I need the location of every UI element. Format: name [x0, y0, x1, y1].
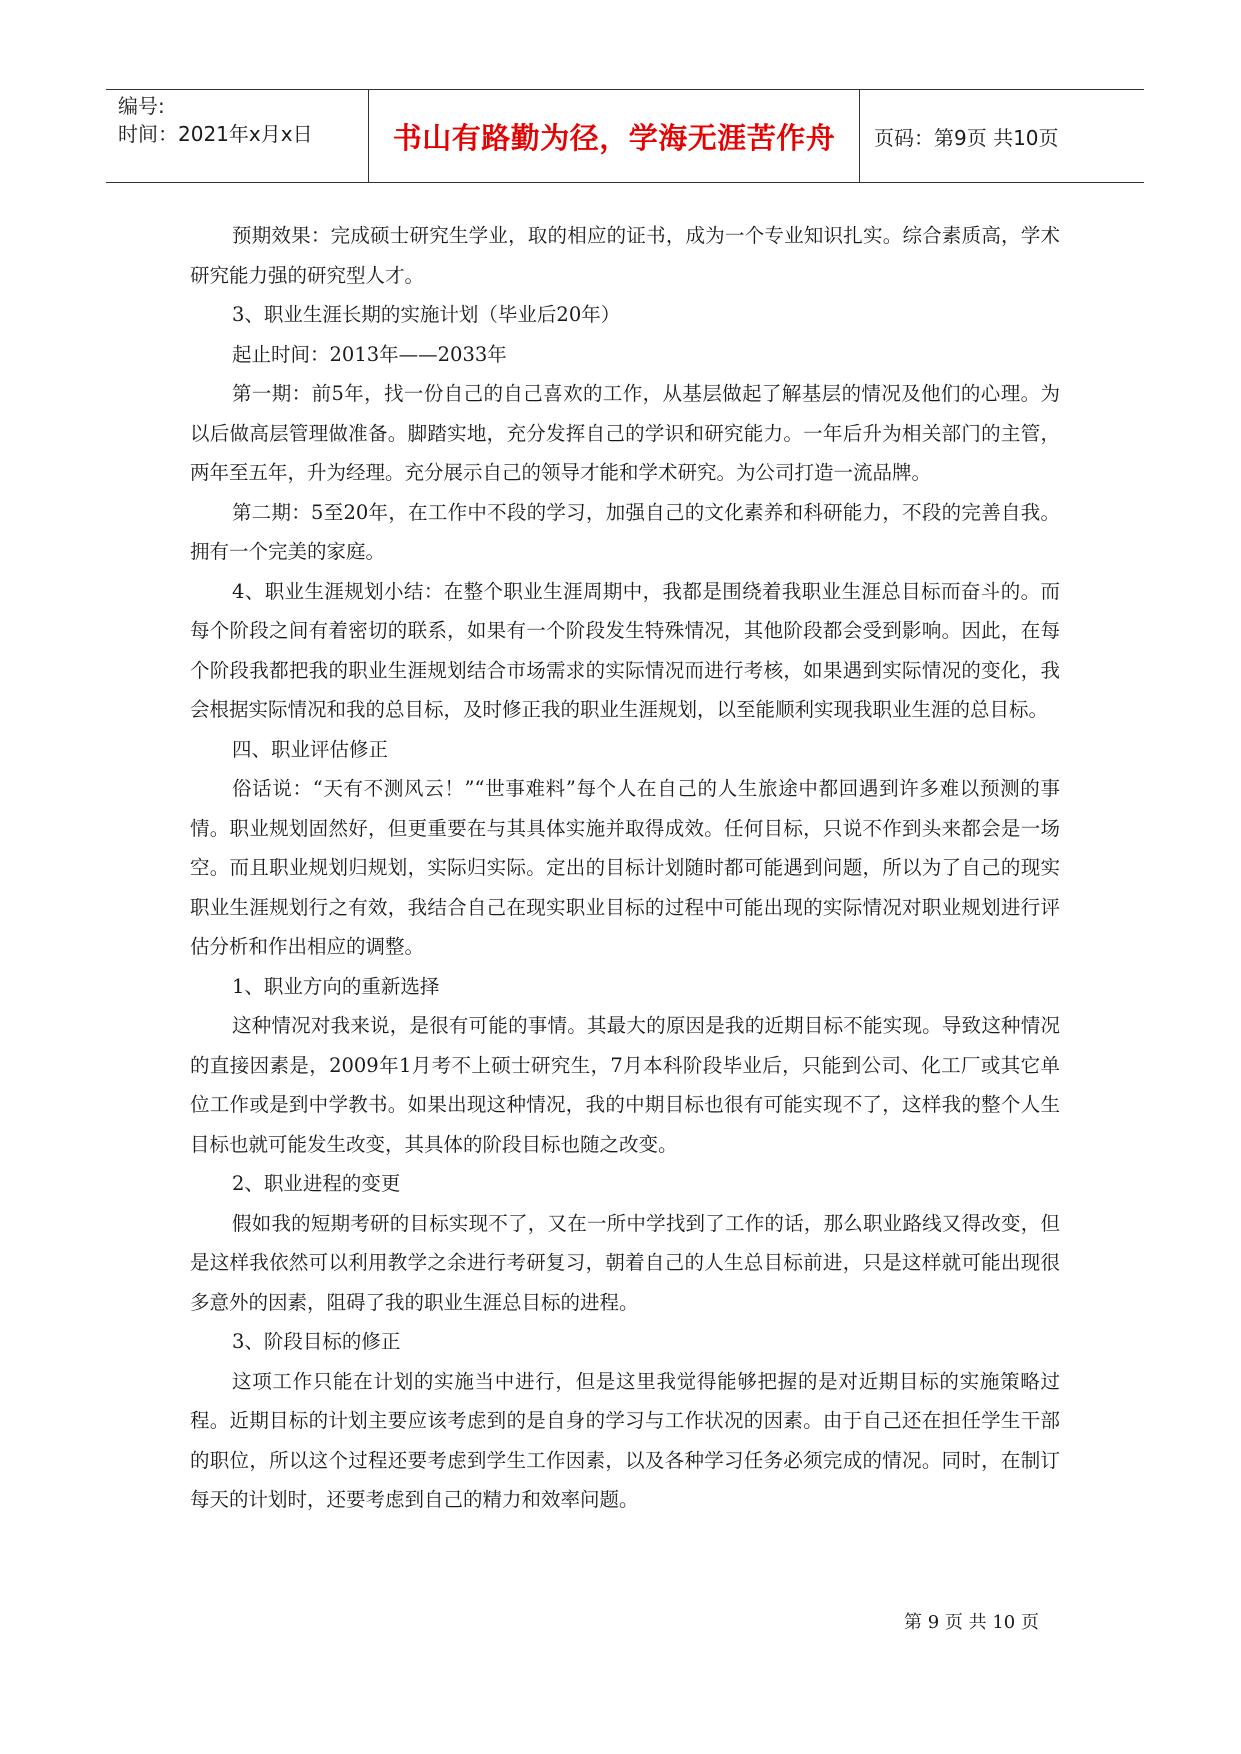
document-body [190, 216, 1060, 1520]
section-heading: 1、职业方向的重新选择 [232, 974, 440, 998]
page-header [106, 89, 1144, 183]
paragraph: 第二期：5至20年，在工作中不段的学习，加强自己的文化素养和科研能力，不段的完善自我。拥有一个完美的家庭。 [190, 500, 1060, 563]
header-page-label: 页码：第9页 共10页 [874, 125, 1059, 150]
header-meta [106, 90, 369, 182]
section-heading: 3、阶段目标的修正 [232, 1330, 401, 1353]
paragraph: 第一期：前5年，找一份自己的自己喜欢的工作，从基层做起了解基层的情况及他们的心理。为以后做高层管理做准备。脚踏实地，充分发挥自己的学识和研究能力。一年后升为相关部门的主管，两年至五年，升为经理。充分展示自己的领导才能和学术研究。为公司打造一流品牌。 [190, 382, 1060, 484]
paragraph: 4、职业生涯规划小结：在整个职业生涯周期中，我都是围绕着我职业生涯总目标而奋斗的。而每个阶段之间有着密切的联系，如果有一个阶段发生特殊情况，其他阶段都会受到影响。因此，在每个阶段我都把我的职业生涯规划结合市场需求的实际情况而进行考核，如果遇到实际情况的变化，我会根据实际情况和我的总目标，及时修正我的职业生涯规划，以至能顺利实现我职业生涯的总目标。 [190, 579, 1060, 721]
document-time-label: 时间：2021年x月x日 [118, 122, 313, 146]
paragraph: 这项工作只能在计划的实施当中进行，但是这里我觉得能够把握的是对近期目标的实施策略过程。近期目标的计划主要应该考虑到的是自身的学习与工作状况的因素。由于自己还在担任学生干部的职位，所以这个过程还要考虑到学生工作因素，以及各种学习任务必须完成的情况。同时，在制订每天的计划时，还要考虑到自己的精力和效率问题。 [190, 1369, 1060, 1511]
section-heading: 四、职业评估修正 [232, 737, 389, 761]
paragraph: 俗话说：“天有不测风云！”“世事难料”每个人在自己的人生旅途中都回遇到许多难以预测的事情。职业规划固然好，但更重要在与其具体实施并取得成效。任何目标，只说不作到头来都会是一场空。而且职业规划归规划，实际归实际。定出的目标计划随时都可能遇到问题，所以为了自己的现实职业生涯规划行之有效，我结合自己在现实职业目标的过程中可能出现的实际情况对职业规划进行评估分析和作出相应的调整。 [190, 777, 1060, 958]
section-heading: 2、职业进程的变更 [232, 1172, 401, 1195]
paragraph: 假如我的短期考研的目标实现不了，又在一所中学找到了工作的话，那么职业路线又得改变，但是这样我依然可以利用教学之余进行考研复习，朝着自己的人生总目标前进，只是这样就可能出现很多意外的因素，阻碍了我的职业生涯总目标的进程。 [190, 1211, 1060, 1314]
document-number-label: 编号: [118, 94, 165, 118]
header-motto: 书山有路勤为径，学海无涯苦作舟 [369, 90, 860, 182]
paragraph: 起止时间：2013年——2033年 [232, 342, 507, 366]
page-footer: 第 9 页 共 10 页 [904, 1612, 1039, 1633]
section-heading: 3、职业生涯长期的实施计划（毕业后20年） [232, 303, 621, 326]
paragraph: 这种情况对我来说，是很有可能的事情。其最大的原因是我的近期目标不能实现。导致这种情况的直接因素是，2009年1月考不上硕士研究生，7月本科阶段毕业后，只能到公司、化工厂或其它单位工作或是到中学教书。如果出现这种情况，我的中期目标也很有可能实现不了，这样我的整个人生目标也就可能发生改变，其具体的阶段目标也随之改变。 [190, 1014, 1060, 1156]
paragraph: 预期效果：完成硕士研究生学业，取的相应的证书，成为一个专业知识扎实。综合素质高，学术研究能力强的研究型人才。 [190, 224, 1060, 287]
